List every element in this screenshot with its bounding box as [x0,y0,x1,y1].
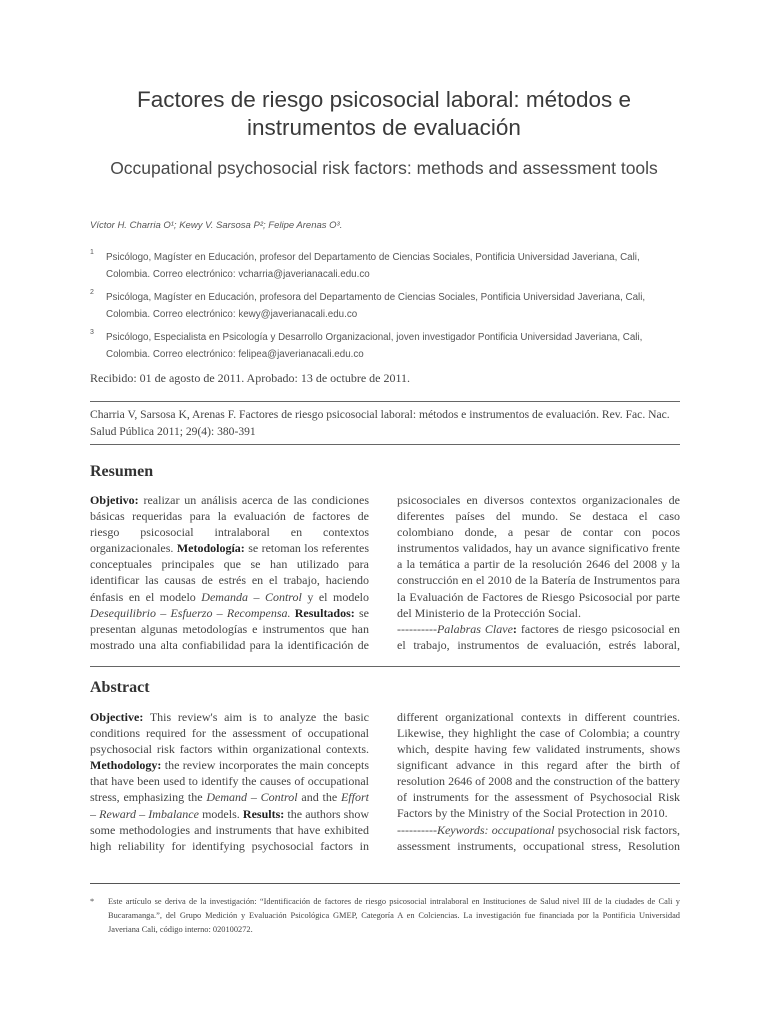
objective-label: Objective: [90,710,144,724]
palabras-clave-label-continued: ----------Palabras Clave: [397,621,517,636]
methodology-text-connector: and the [297,790,341,805]
results-text-continued: different organizational contexts in different countries. Likewise, they highlight the case of Colombia; a country which, despite having few validated instruments, shows significant advance in this regard after the birth of resolution 2646 of 2008 and the construction of the battery of instruments for the assessment of Psychosocial Risk Factors by the Ministry of the Social Protection in 2010. [397,709,680,821]
article-title: Factores de riesgo psicosocial laboral: métodos e instrumentos de evaluación [136,87,631,140]
resumen-column-right [397,492,680,653]
metodologia-text-connector: y el modelo [301,589,369,604]
affiliation-number: 3 [90,329,94,336]
affiliation-number: 2 [90,289,94,296]
objetivo-text: realizar un análisis acerca de las condiciones básicas requeridas para la evaluación de factores de riesgo psicosocial intralaboral en contextos organizacionales. [90,493,369,556]
metodologia-label: Metodología: [176,541,245,556]
model-desequilibrio: Desequilibrio – Esfuerzo – Recompensa. [90,605,291,620]
affiliation-item [90,329,680,363]
model-effort-reward: Effort – Reward – Imbalance [90,790,369,821]
received-approved-dates: Recibido: 01 de agosto de 2011. Aprobado: 13 de octubre de 2011. [90,371,411,385]
affiliations [90,249,680,369]
model-demand-control: Demand – Control [206,790,298,805]
resumen-column-left [90,492,369,653]
resultados-text: se presentan algunas metodologías e instrumentos que han mostrado una alta confiabilidad para la identificación de [90,605,369,652]
abstract-column-left [90,709,369,854]
abstract-column-right [397,709,680,854]
objective-text: This review's aim is to analyze the basic conditions required for the assessment of occupational psychosocial risk factors within organizational contexts. [90,710,369,757]
resultados-label: Resultados: [290,605,355,620]
resultados-text-continued: psicosociales en diversos contextos organizacionales de diferentes países del mundo. Se destaca el caso colombiano donde, a pesar de contar con pocos instrumentos validados, hay un avance significativo frente a la temática a partir de la resolución 2646 del 2008 y la construcción en el 2010 de la Batería de Instrumentos para la Evaluación de Factores de Riesgo Psicosocial por parte del Ministerio de la Protección Social. [397,492,680,620]
affiliation-number: 1 [90,249,94,256]
footnote-text: Este artículo se deriva de la investigación: “Identificación de factores de riesgo psicosocial intralaboral en Instituciones de Salud nivel III de la ciudades de Cali y Bucaramanga.”, del Grupo Medición y Evaluación Psicológica GMEP, Categoría A en Colciencias. La investigación fue financiada por la Pontificia Universidad Javeriana Cali, código interno: 020100272. [108,897,680,934]
methodology-text: the review incorporates the main concepts that have been used to identify the causes of occupational stress, emphasizing the [90,758,369,805]
palabras-clave-text-continued: factores de riesgo psicosocial en el trabajo, instrumentos de evaluación, estrés laboral, [397,621,680,652]
citation: Charria V, Sarsosa K, Arenas F. Factores de riesgo psicosocial laboral: métodos e instrumentos de evaluación. Rev. Fac. Nac. Salud Pública 2011; 29(4): 380-391 [90,401,680,445]
resumen-heading: Resumen [90,463,154,480]
footnote-divider [90,883,680,884]
abstract-heading: Abstract [90,679,150,696]
metodologia-text: se retoman los referentes conceptuales principales que se han utilizado para identificar las causas de estrés en el trabajo, haciendo énfasis en el modelo [90,541,369,604]
author-list: Víctor H. Charria O¹; Kewy V. Sarsosa P²; Felipe Arenas O³. [90,220,343,231]
section-divider [90,666,680,667]
model-demanda-control: Demanda – Control [201,589,302,604]
affiliation-text: Psicólogo, Especialista en Psicología y Desarrollo Organizacional, joven investigador Pontificia Universidad Javeriana, Cali, Colombia. Correo electrónico: felipea@javerianacali.edu.co [106,332,643,360]
affiliation-text: Psicólogo, Magíster en Educación, profesor del Departamento de Ciencias Sociales, Pontificia Universidad Javeriana, Cali, Colombia. Correo electrónico: vcharria@javerianacali.edu.co [106,252,640,280]
methodology-label: Methodology: [90,758,162,773]
results-label: Results: [242,806,285,821]
results-text: the authors show some methodologies and instruments that have exhibited high reliability for identifying psychosocial factors in [90,806,369,853]
footnote [90,895,680,937]
keywords-label-continued: ----------Keywords: occupational [397,822,555,837]
keywords-text-continued: psychosocial risk factors, assessment instruments, occupational stress, Resolution [397,822,680,853]
affiliation-text: Psicóloga, Magíster en Educación, profesora del Departamento de Ciencias Sociales, Pontificia Universidad Javeriana, Cali, Colombia. Correo electrónico: kewy@javerianacali.edu.co [106,292,646,320]
objetivo-label: Objetivo: [90,493,139,507]
affiliation-item [90,289,680,323]
footnote-mark: * [90,897,95,906]
article-subtitle-english: Occupational psychosocial risk factors: methods and assessment tools [110,158,658,178]
methodology-text-end: models. [198,806,243,821]
affiliation-item [90,249,680,283]
